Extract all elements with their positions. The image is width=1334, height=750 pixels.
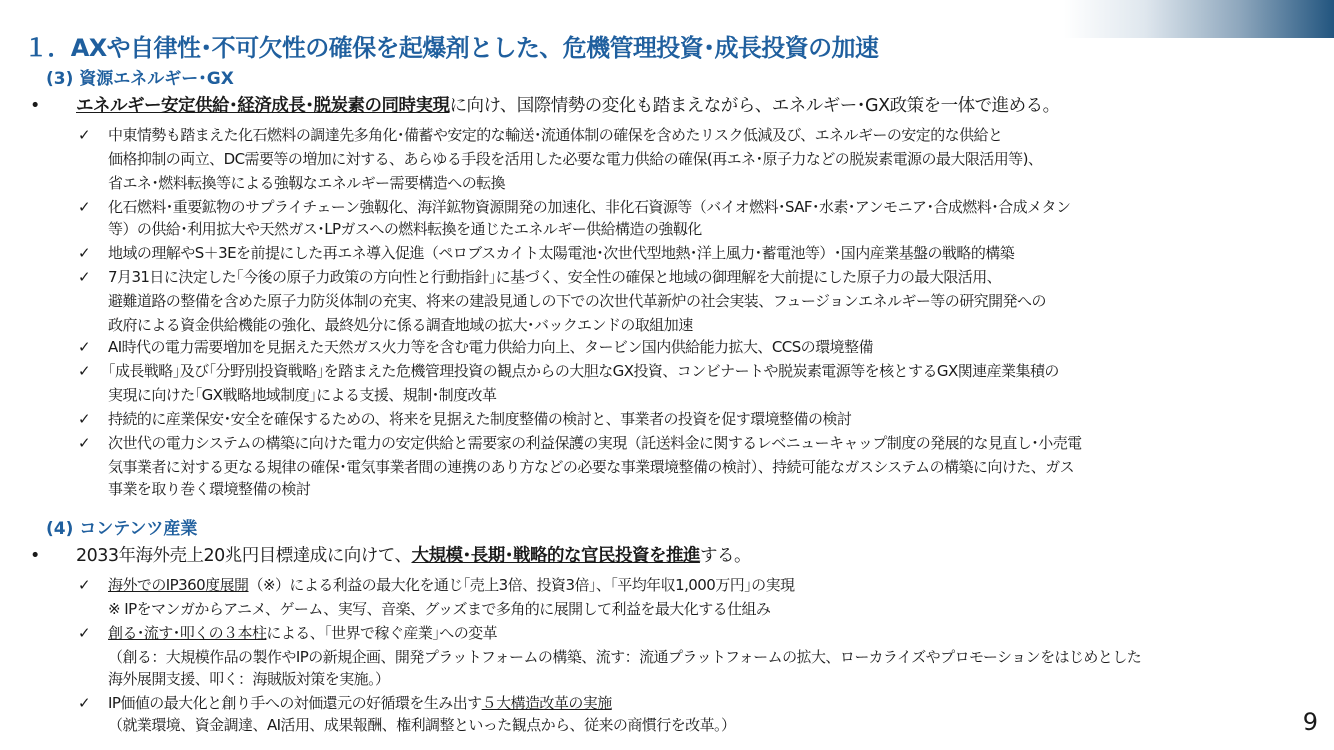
energy-main-bullet	[30, 92, 1060, 117]
content-item-3	[108, 692, 612, 714]
check-icon: ✓	[78, 198, 91, 216]
content-bullet-emphasis: 大規模･長期･戦略的な官民投資を推進	[411, 546, 700, 566]
check-icon: ✓	[78, 694, 91, 712]
content-item-1-underlined: 海外でのIP360度展開	[108, 576, 249, 594]
content-item-1-text: （※）による利益の最大化を通じ｢売上3倍、投資3倍｣、｢平均年収1,000万円｣の実現	[248, 576, 795, 594]
bullet-mark: •	[30, 546, 40, 566]
section-heading-energy-gx: (3) 資源エネルギー･GX	[46, 69, 234, 89]
section-heading-content-industry: (4) コンテンツ産業	[46, 519, 198, 539]
content-item-3-sub: （就業環境、資金調達、AI活用、成果報酬、権利調整といった観点から、従来の商慣行を改革。）	[108, 716, 736, 734]
content-item-3-text: IP価値の最大化と創り手への対価還元の好循環を生み出す	[108, 694, 482, 712]
energy-item-7-line-1: 持続的に産業保安･安全を確保するための、将来を見据えた制度整備の検討と、事業者の投資を促す環境整備の検討	[108, 410, 852, 428]
energy-item-5-line-1: AI時代の電力需要増加を見据えた天然ガス火力等を含む電力供給力向上、タービン国内供給能力拡大、CCSの環境整備	[108, 338, 873, 356]
energy-bullet-emphasis: エネルギー安定供給･経済成長･脱炭素の同時実現	[76, 96, 450, 116]
check-icon: ✓	[78, 338, 91, 356]
energy-item-4-line-1: 7月31日に決定した｢今後の原子力政策の方向性と行動指針｣に基づく、安全性の確保と地域の御理解を大前提にした原子力の最大限活用、	[108, 268, 1002, 286]
bullet-mark: •	[30, 96, 40, 116]
energy-item-6-line-2: 実現に向けた｢GX戦略地域制度｣による支援、規制･制度改革	[108, 386, 497, 404]
energy-item-4-line-2: 避難道路の整備を含めた原子力防災体制の充実、将来の建設見通しの下での次世代革新炉の社会実装、フュージョンエネルギー等の研究開発への	[108, 292, 1046, 310]
energy-item-8-line-3: 事業を取り巻く環境整備の検討	[108, 480, 311, 498]
content-item-2-sub-1: （創る：大規模作品の製作やIPの新規企画、開発プラットフォームの構築、流す：流通プラットフォームの拡大、ローカライズやプロモーションをはじめとした	[108, 648, 1142, 666]
energy-item-8-line-1: 次世代の電力システムの構築に向けた電力の安定供給と需要家の利益保護の実現（託送料金に関するレベニューキャップ制度の発展的な見直し･小売電	[108, 434, 1082, 452]
energy-item-3-line-1: 地域の理解やS＋3Eを前提にした再エネ導入促進（ペロブスカイト太陽電池･次世代型地熱･洋上風力･蓄電池等）･国内産業基盤の戦略的構築	[108, 244, 1015, 262]
check-icon: ✓	[78, 624, 91, 642]
check-icon: ✓	[78, 410, 91, 428]
content-item-2	[108, 622, 497, 644]
check-icon: ✓	[78, 434, 91, 452]
content-item-3-underlined: ５大構造改革の実施	[481, 694, 612, 712]
page-title: １．AXや自律性･不可欠性の確保を起爆剤とした、危機管理投資･成長投資の加速	[24, 34, 879, 62]
energy-item-1-line-3: 省エネ･燃料転換等による強靱なエネルギー需要構造への転換	[108, 174, 506, 192]
content-bullet-text-pre: 2033年海外売上20兆円目標達成に向けて、	[76, 546, 412, 566]
content-item-1-note: ※ IPをマンガからアニメ、ゲーム、実写、音楽、グッズまで多角的に展開して利益を最大化する仕組み	[108, 600, 771, 618]
energy-item-6-line-1: ｢成長戦略｣及び｢分野別投資戦略｣を踏まえた危機管理投資の観点からの大胆なGX投資、コンビナートや脱炭素電源等を核とするGX関連産業集積の	[108, 362, 1059, 380]
content-item-1	[108, 574, 794, 596]
content-item-2-text: による、｢世界で稼ぐ産業｣への変革	[266, 624, 498, 642]
check-icon: ✓	[78, 576, 91, 594]
energy-item-4-line-3: 政府による資金供給機能の強化、最終処分に係る調査地域の拡大･バックエンドの取組加速	[108, 316, 693, 334]
content-main-bullet	[30, 542, 751, 567]
header-decoration	[1064, 0, 1334, 38]
content-item-2-sub-2: 海外展開支援、叩く：海賊版対策を実施。）	[108, 670, 390, 688]
energy-item-8-line-2: 気事業者に対する更なる規律の確保･電気事業者間の連携のあり方などの必要な事業環境整備の検討）、持続可能なガスシステムの構築に向けた、ガス	[108, 458, 1075, 476]
energy-bullet-text: に向け、国際情勢の変化も踏まえながら、エネルギー･GX政策を一体で進める。	[449, 96, 1060, 116]
check-icon: ✓	[78, 362, 91, 380]
page-number: 9	[1302, 708, 1318, 736]
energy-item-1-line-2: 価格抑制の両立、DC需要等の増加に対する、あらゆる手段を活用した必要な電力供給の確保(再エネ･原子力などの脱炭素電源の最大限活用等)、	[108, 150, 1043, 168]
content-item-2-underlined: 創る･流す･叩くの３本柱	[108, 624, 267, 642]
content-bullet-text-post: する。	[699, 546, 751, 566]
check-icon: ✓	[78, 268, 91, 286]
check-icon: ✓	[78, 244, 91, 262]
energy-item-2-line-2: 等）の供給･利用拡大や天然ガス･LPガスへの燃料転換を通じたエネルギー供給構造の強靱化	[108, 220, 702, 238]
energy-item-1-line-1: 中東情勢も踏まえた化石燃料の調達先多角化･備蓄や安定的な輸送･流通体制の確保を含めたリスク低減及び、エネルギーの安定的な供給と	[108, 126, 1003, 144]
energy-item-2-line-1: 化石燃料･重要鉱物のサプライチェーン強靱化、海洋鉱物資源開発の加速化、非化石資源等（バイオ燃料･SAF･水素･アンモニア･合成燃料･合成メタン	[108, 198, 1071, 216]
check-icon: ✓	[78, 126, 91, 144]
